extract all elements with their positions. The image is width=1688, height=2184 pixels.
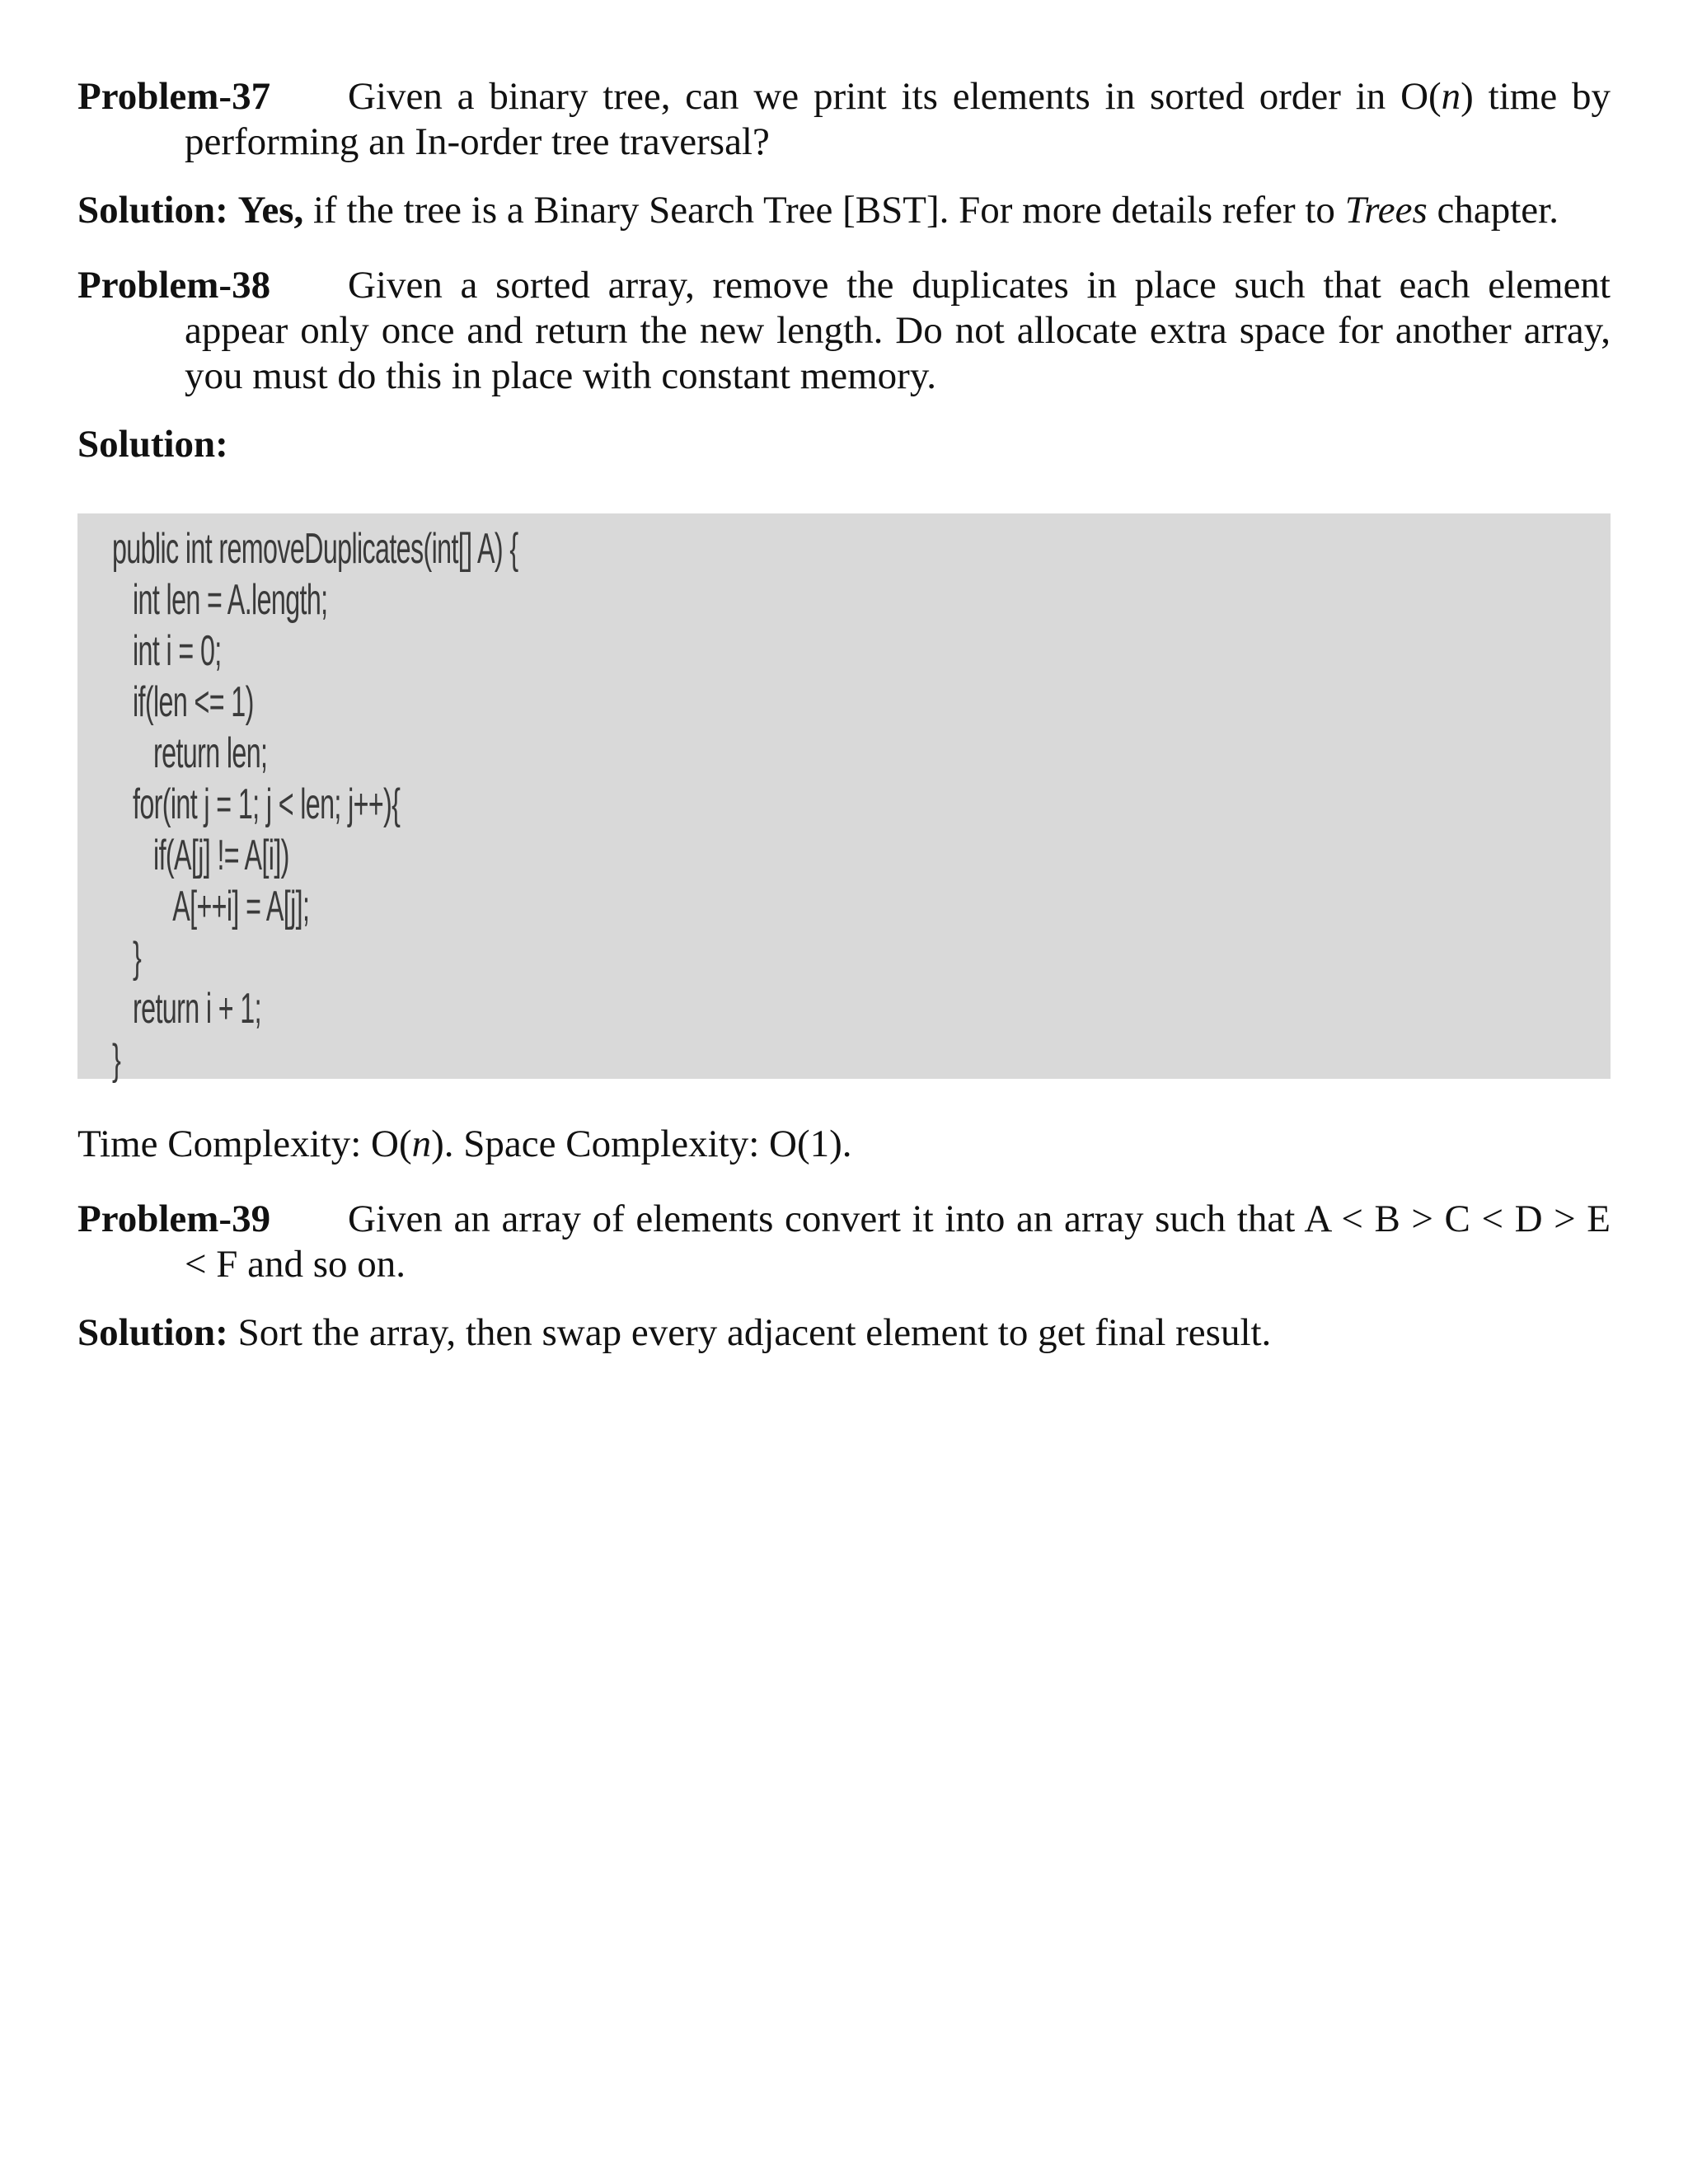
problem-37-line2: performing an In-order tree traversal? bbox=[185, 120, 770, 163]
code-line: } bbox=[112, 934, 142, 982]
problem-37-label: Problem-37 bbox=[77, 75, 271, 118]
complexity-note: Time Complexity: O(n). Space Complexity: O(1). bbox=[77, 1122, 852, 1165]
code-block bbox=[77, 513, 1611, 1084]
code-line: A[++i] = A[j]; bbox=[112, 883, 310, 930]
solution-38 bbox=[77, 422, 1611, 467]
problem-39-line2: < F and so on. bbox=[185, 1243, 406, 1286]
code-line: for(int j = 1; j < len; j++){ bbox=[112, 780, 401, 828]
code-line: if(len <= 1) bbox=[112, 678, 254, 726]
problem-37-line1: Problem-37 Given a binary tree, can we print its elements in sorted order in O(n) time by bbox=[77, 75, 1611, 118]
code-line: if(A[j] != A[i]) bbox=[112, 832, 289, 879]
code-line: return i + 1; bbox=[112, 985, 261, 1033]
problem-38-line3: you must do this in place with constant memory. bbox=[185, 354, 937, 397]
solution-label: Solution: bbox=[77, 1311, 228, 1354]
code-line: public int removeDuplicates(int[] A) { bbox=[112, 525, 518, 573]
solution-39: Solution: Sort the array, then swap every adjacent element to get final result. bbox=[77, 1311, 1272, 1354]
code-line: } bbox=[112, 1036, 121, 1084]
page-content bbox=[77, 74, 1611, 1356]
solution-label: Solution: bbox=[77, 189, 228, 232]
problem-37 bbox=[77, 74, 1611, 165]
problem-38 bbox=[77, 263, 1611, 399]
code-line: return len; bbox=[112, 729, 268, 777]
code-line: int i = 0; bbox=[112, 627, 222, 675]
problem-38-line2: appear only once and return the new length. Do not allocate extra space for another array, bbox=[185, 309, 1611, 352]
problem-39-line1: Problem-39 Given an array of elements convert it into an array such that A < B > C < D > E bbox=[77, 1197, 1611, 1240]
problem-38-label: Problem-38 bbox=[77, 264, 271, 307]
solution-yes: Yes, bbox=[237, 189, 304, 232]
code-line: int len = A.length; bbox=[112, 576, 328, 624]
solution-37: Solution: Yes, if the tree is a Binary Search Tree [BST]. For more details refer to Trees chapter. bbox=[77, 189, 1559, 232]
problem-39 bbox=[77, 1197, 1611, 1287]
solution-label: Solution: bbox=[77, 423, 228, 466]
problem-39-label: Problem-39 bbox=[77, 1197, 271, 1240]
problem-38-line1: Problem-38 Given a sorted array, remove the duplicates in place such that each element bbox=[77, 264, 1611, 307]
